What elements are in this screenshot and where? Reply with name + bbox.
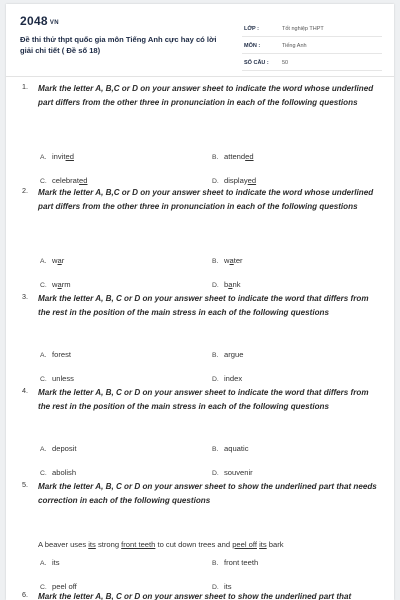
answer-option[interactable]: [40, 256, 64, 265]
option-underlined-part: a: [228, 280, 233, 289]
option-text-suffix: ter: [233, 256, 243, 265]
question-number: 5.: [22, 480, 28, 489]
option-letter: A.: [40, 258, 47, 265]
option-text-suffix: nk: [232, 280, 241, 289]
option-text: front teeth: [224, 558, 259, 567]
option-underlined-part: ed: [245, 152, 254, 161]
underlined-part: front teeth: [121, 540, 156, 549]
exam-header: [20, 14, 380, 70]
answer-option[interactable]: [40, 444, 77, 453]
answer-option[interactable]: [212, 152, 254, 161]
option-underlined-part: ed: [247, 176, 257, 185]
answer-option[interactable]: [212, 256, 243, 265]
answer-option[interactable]: [40, 558, 60, 567]
option-text: w: [224, 256, 230, 265]
option-letter: B.: [212, 258, 219, 265]
answer-option[interactable]: [40, 374, 74, 383]
meta-value: Tiếng Anh: [282, 43, 307, 49]
option-letter: A.: [40, 446, 47, 453]
sentence-text: A beaver uses: [38, 540, 89, 549]
option-letter: D.: [212, 584, 219, 591]
option-letter: D.: [212, 282, 219, 289]
question-text: Mark the letter A, B, C or D on your answer sheet to show the underlined part that needs correction in each of the following questions: [38, 482, 377, 505]
option-text: celebrat: [52, 176, 80, 185]
option-underlined-part: ed: [65, 152, 74, 161]
question-number: 1.: [22, 82, 28, 91]
option-text: peel off: [52, 582, 77, 591]
answer-option[interactable]: [40, 176, 87, 185]
option-text: abolish: [52, 468, 77, 477]
meta-value: Tốt nghiệp THPT: [282, 26, 324, 32]
question-text: Mark the letter A, B, C or D on your answer sheet to indicate the word that differs from the rest in the position of the main stress in each of the following questions: [38, 388, 369, 411]
option-letter: A.: [40, 352, 47, 359]
option-letter: B.: [212, 352, 219, 359]
option-letter: C.: [40, 584, 47, 591]
option-text: invit: [52, 152, 66, 161]
option-letter: A.: [40, 154, 47, 161]
site-logo[interactable]: 2048 VN: [20, 14, 59, 28]
option-text: its: [52, 558, 60, 567]
option-letter: B.: [212, 560, 219, 567]
question-number: 4.: [22, 386, 28, 395]
meta-row-class: [242, 20, 382, 37]
option-letter: C.: [40, 470, 47, 477]
option-underlined-part: a: [229, 256, 234, 265]
option-text: w: [52, 280, 58, 289]
question-number: 6.: [22, 590, 28, 599]
exam-meta-table: [242, 20, 382, 71]
option-text-suffix: r: [61, 256, 65, 265]
underlined-part: its: [259, 540, 267, 549]
answer-option[interactable]: [40, 468, 76, 477]
option-text: its: [224, 582, 232, 591]
underlined-part: its: [88, 540, 96, 549]
option-text: display: [224, 176, 248, 185]
meta-value: 50: [282, 60, 289, 66]
answer-option[interactable]: [212, 176, 256, 185]
option-letter: B.: [212, 154, 219, 161]
sentence-text: bark: [266, 540, 284, 549]
exam-page: [6, 4, 394, 600]
question-text: Mark the letter A, B,C or D on your answer sheet to indicate the word whose underlined part differs from the other three in pronunciation in each of the following questions: [38, 84, 374, 107]
meta-key: MÔN :: [244, 43, 261, 49]
option-letter: C.: [40, 282, 47, 289]
option-letter: C.: [40, 376, 47, 383]
answer-option[interactable]: [212, 280, 241, 289]
option-text: b: [224, 280, 229, 289]
sentence-text: to cut down trees and: [155, 540, 233, 549]
answer-option[interactable]: [212, 374, 242, 383]
answer-option[interactable]: [40, 280, 71, 289]
option-letter: D.: [212, 470, 219, 477]
option-text-suffix: rm: [61, 280, 71, 289]
meta-row-subject: [242, 37, 382, 54]
meta-row-count: [242, 54, 382, 71]
option-letter: C.: [40, 178, 47, 185]
option-letter: D.: [212, 178, 219, 185]
option-letter: D.: [212, 376, 219, 383]
option-text: index: [224, 374, 243, 383]
option-text: deposit: [52, 444, 77, 453]
question-text: Mark the letter A, B, C or D on your answer sheet to show the underlined part that: [38, 592, 352, 600]
question-sentence: [38, 540, 378, 549]
header-divider: [6, 76, 394, 77]
meta-key: LỚP :: [244, 26, 259, 32]
question-number: 3.: [22, 292, 28, 301]
question-number: 2.: [22, 186, 28, 195]
option-underlined-part: a: [57, 280, 62, 289]
question-text: Mark the letter A, B, C or D on your answer sheet to indicate the word that differs from the rest in the position of the main stress in each of the following questions: [38, 294, 369, 317]
option-text: forest: [52, 350, 71, 359]
answer-option[interactable]: [212, 444, 249, 453]
option-text: souvenir: [224, 468, 253, 477]
option-text: argue: [224, 350, 244, 359]
option-letter: B.: [212, 446, 219, 453]
underlined-part: peel off: [232, 540, 257, 549]
meta-key: SỐ CÂU :: [244, 60, 269, 66]
option-underlined-part: ed: [79, 176, 88, 185]
question-text: Mark the letter A, B,C or D on your answer sheet to indicate the word whose underlined part differs from the other three in pronunciation in each of the following questions: [38, 188, 374, 211]
option-underlined-part: a: [57, 256, 62, 265]
option-text: aquatic: [224, 444, 249, 453]
answer-option[interactable]: [40, 350, 71, 359]
option-letter: A.: [40, 560, 47, 567]
sentence-text: strong: [95, 540, 122, 549]
answer-option[interactable]: [212, 558, 258, 567]
option-text: attend: [224, 152, 246, 161]
answer-option[interactable]: [212, 468, 253, 477]
option-text: unless: [52, 374, 74, 383]
answer-option[interactable]: [212, 350, 243, 359]
answer-option[interactable]: [40, 152, 74, 161]
option-text: w: [52, 256, 58, 265]
exam-title: Đề thi thử thpt quốc gia môn Tiếng Anh cực hay có lời giải chi tiết ( Đề số 18): [20, 35, 217, 55]
